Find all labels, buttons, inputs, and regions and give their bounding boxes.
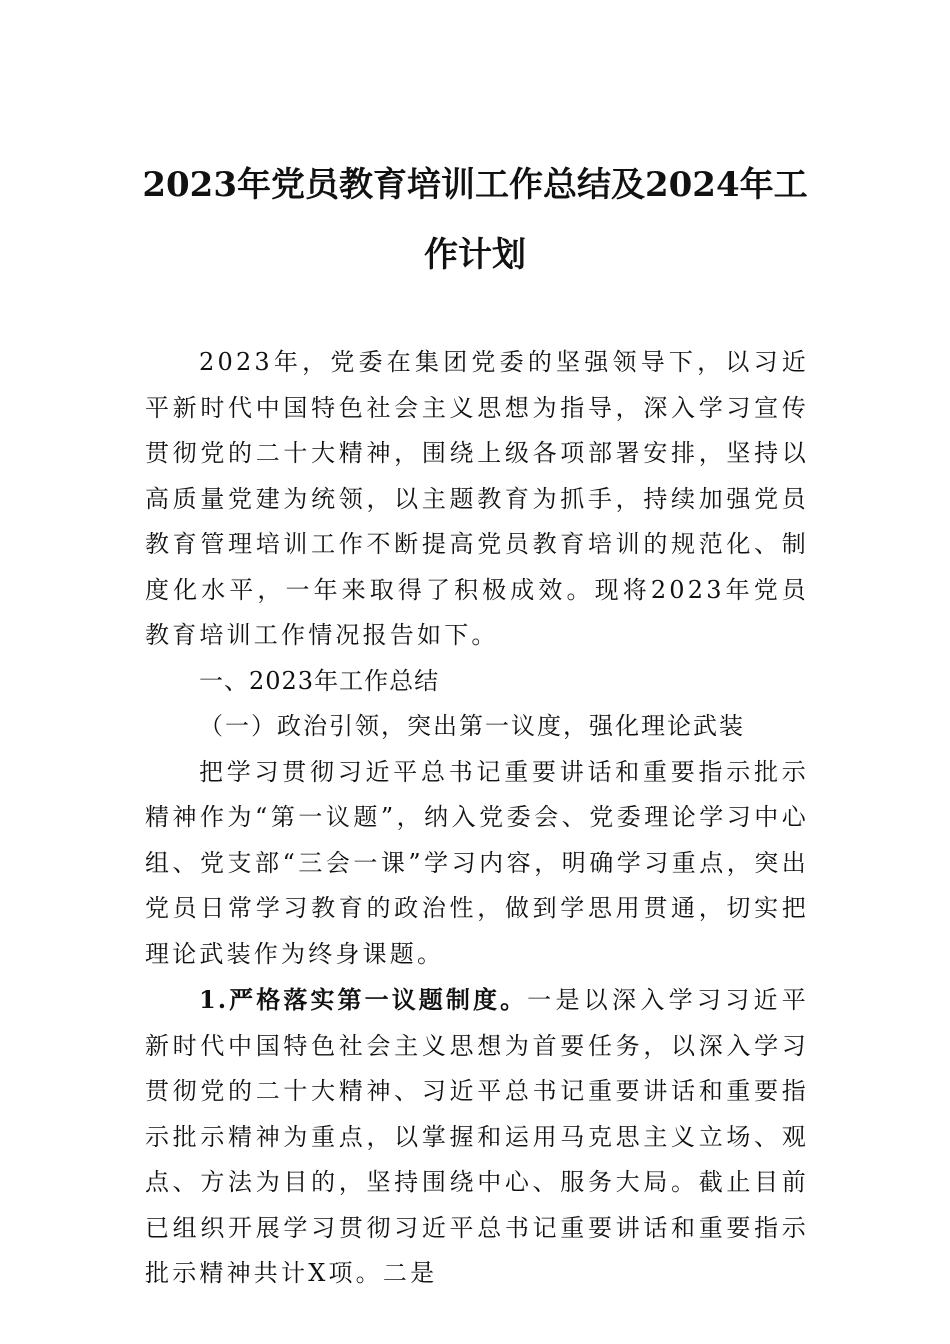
document-body	[145, 340, 809, 1297]
item-lead: 1.严格落实第一议题制度。	[199, 985, 528, 1014]
subsection-paragraph: 把学习贯彻习近平总书记重要讲话和重要指示批示精神作为“第一议题”，纳入党委会、党委理论学习中心组、党支部“三会一课”学习内容，明确学习重点，突出党员日常学习教育的政治性，做到学思用贯通，切实把理论武装作为终身课题。	[145, 757, 809, 968]
subsection-heading: （一）政治引领，突出第一议度，强化理论武装	[199, 712, 745, 740]
intro-paragraph: 2023年，党委在集团党委的坚强领导下，以习近平新时代中国特色社会主义思想为指导，深入学习宣传贯彻党的二十大精神，围绕上级各项部署安排，坚持以高质量党建为统领，以主题教育为抓手，持续加强党员教育管理培训工作不断提高党员教育培训的规范化、制度化水平，一年来取得了积极成效。现将2023年党员教育培训工作情况报告如下。	[145, 348, 809, 649]
item-text: 一是以深入学习习近平新时代中国特色社会主义思想为首要任务，以深入学习贯彻党的二十大精神、习近平总书记重要讲话和重要指示批示精神为重点，以掌握和运用马克思主义立场、观点、方法为目的，坚持围绕中心、服务大局。截止目前已组织开展学习贯彻习近平总书记重要讲话和重要指示批示精神共计X项。二是	[145, 986, 810, 1287]
item-paragraph	[145, 977, 809, 1297]
document-title: 2023年党员教育培训工作总结及2024年工作计划	[142, 165, 808, 275]
section-heading: 一、2023年工作总结	[199, 666, 440, 695]
